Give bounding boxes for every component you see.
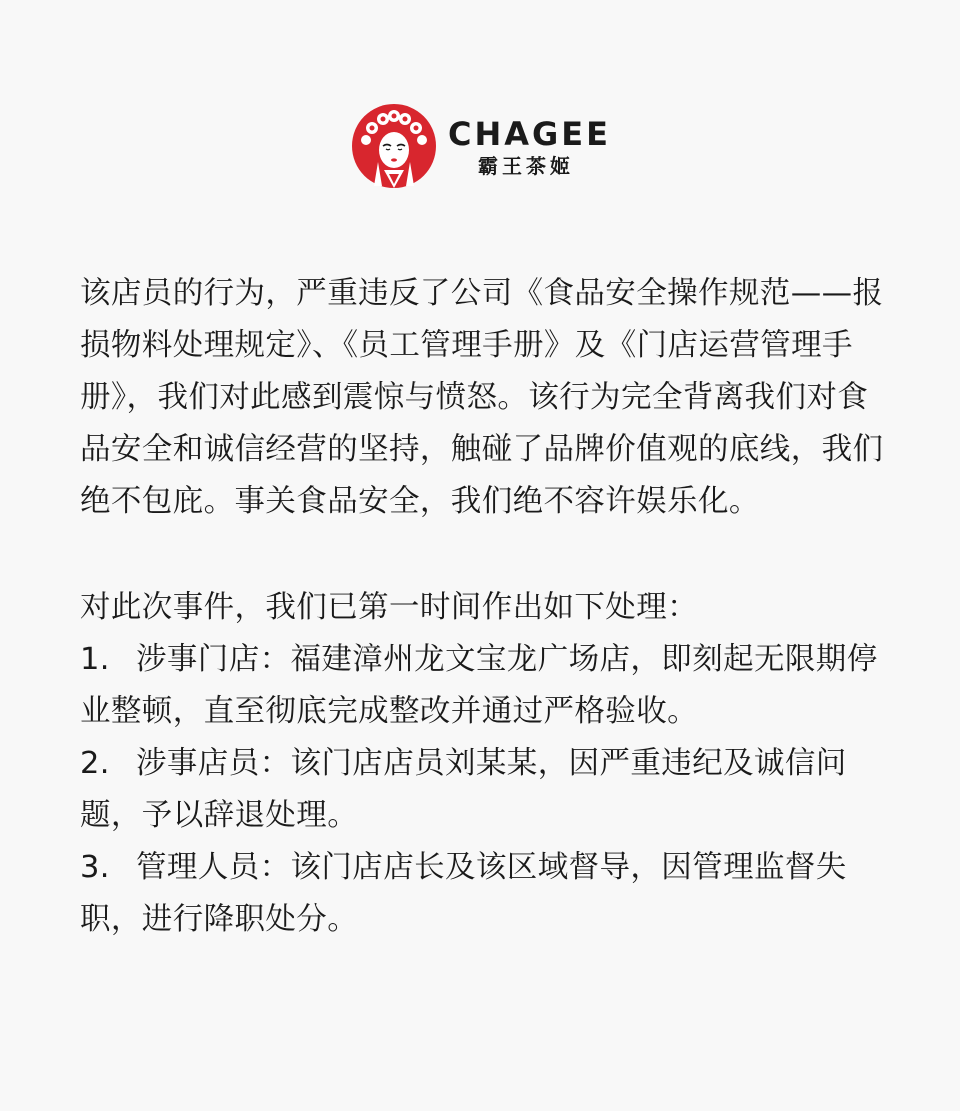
measure-item bbox=[80, 738, 892, 842]
statement-paragraph: 该店员的行为，严重违反了公司《食品安全操作规范——报损物料处理规定》、《员工管理手册》及《门店运营管理手册》，我们对此感到震惊与愤怒。该行为完全背离我们对食品安全和诚信经营的坚持，触碰了品牌价值观的底线，我们绝不包庇。事关食品安全，我们绝不容许娱乐化。 bbox=[80, 276, 884, 519]
measure-number: 3. bbox=[80, 850, 110, 885]
measures-intro: 对此次事件，我们已第一时间作出如下处理： bbox=[80, 590, 698, 625]
brand-logo bbox=[350, 102, 630, 192]
measure-text: 涉事店员：该门店店员刘某某，因严重违纪及诚信问题，予以辞退处理。 bbox=[80, 746, 847, 833]
brand-name: CHAGEE bbox=[448, 115, 612, 153]
measure-text: 管理人员：该门店店长及该区域督导，因管理监督失职，进行降职处分。 bbox=[80, 850, 847, 937]
opera-face-emblem-icon bbox=[350, 102, 438, 190]
brand-chinese-name: 霸王茶姬 bbox=[478, 154, 574, 178]
measure-text: 涉事门店：福建漳州龙文宝龙广场店，即刻起无限期停业整顿，直至彻底完成整改并通过严格验收。 bbox=[80, 642, 878, 729]
measure-number: 1. bbox=[80, 642, 110, 677]
measure-number: 2. bbox=[80, 746, 110, 781]
measure-item bbox=[80, 634, 892, 738]
statement-body bbox=[80, 268, 892, 946]
measure-item bbox=[80, 842, 892, 946]
